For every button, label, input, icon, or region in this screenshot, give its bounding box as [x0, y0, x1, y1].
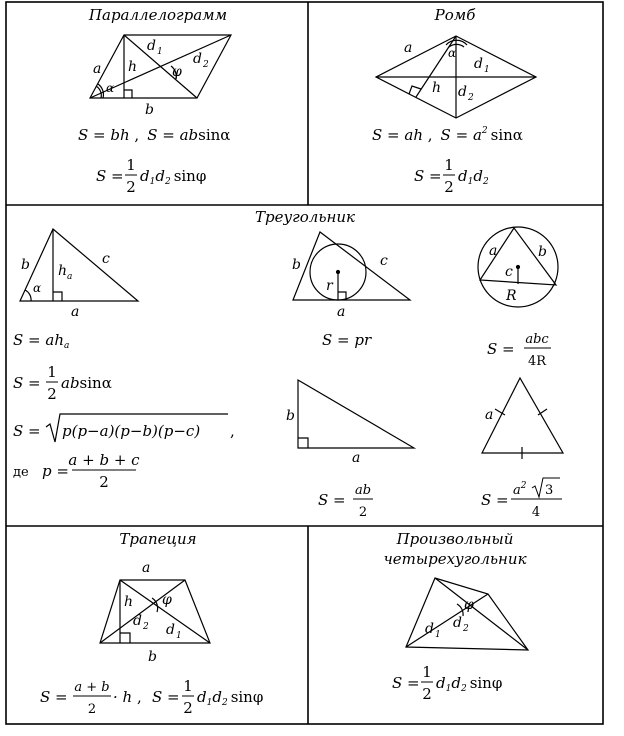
right-triangle-figure: [298, 380, 414, 448]
formula-trapezoid-S2: S =: [152, 688, 180, 706]
title-quadrilateral-line2: четырехугольник: [383, 550, 527, 568]
formula-rhombus-1: S = ah , $S = a^2$ sinα: [372, 126, 523, 144]
title-parallelogram: Параллелограмм: [88, 6, 228, 24]
label-d1-sub: 1: [176, 631, 182, 641]
title-triangle: Треугольник: [254, 208, 356, 226]
label-angle-alpha: α: [448, 46, 457, 60]
formula-heron-S: S =: [13, 422, 41, 440]
quadrilateral-figure: [406, 578, 528, 650]
formula-equilateral-S: S =: [481, 491, 509, 509]
label-d1-sub: 1: [484, 65, 490, 75]
label-side-b: b: [292, 257, 301, 273]
label-side-b: b: [21, 257, 30, 273]
formula-parallelogram-1: S = bh , S = absinα: [78, 126, 231, 144]
formula-where: де: [13, 465, 29, 480]
triangle-incircle-figure: [293, 232, 410, 300]
label-side-a: a: [404, 40, 413, 56]
label-d2: d: [458, 84, 467, 100]
label-d1: d: [474, 56, 483, 72]
formula-equilateral-num: $a^2$: [513, 481, 527, 498]
label-height-h: h: [432, 80, 442, 96]
trapezoid-figure: [100, 580, 210, 643]
label-d2: d: [193, 51, 202, 67]
label-side-b: b: [148, 649, 157, 665]
formula-rhombus-2-S: S =: [414, 167, 442, 185]
fraction-den: 2: [358, 505, 368, 520]
formula-triangle-pr: S = pr: [322, 331, 372, 349]
label-d1-sub: 1: [435, 630, 441, 640]
table-frame: [6, 2, 603, 724]
label-radius-R: R: [506, 288, 517, 304]
label-d1: d: [425, 621, 434, 637]
triangle-circumcircle-figure: [478, 227, 558, 307]
label-angle-phi: φ: [172, 64, 182, 80]
label-d2-sub: 2: [468, 93, 474, 103]
fraction-num: 1: [126, 156, 136, 174]
fraction-num: 1: [47, 363, 57, 381]
label-d1: d: [166, 622, 175, 638]
label-d2-sub: 2: [463, 624, 469, 634]
label-angle-alpha: α: [106, 81, 115, 95]
label-angle-phi: φ: [162, 592, 172, 608]
label-radius-r: r: [326, 278, 333, 294]
equilateral-triangle-figure: [482, 378, 563, 459]
fraction-num-abc: abc: [525, 332, 549, 347]
label-d2: d: [133, 613, 142, 629]
fraction-num: 1: [422, 663, 432, 681]
formula-quad-S: S =: [392, 674, 420, 692]
label-side-c: c: [505, 264, 513, 280]
formula-p-eq: p =: [42, 462, 69, 480]
fraction-den: 2: [99, 473, 109, 491]
label-side-a: a: [352, 450, 361, 466]
label-side-b: b: [286, 408, 295, 424]
formula-heron-radicand: p(p−a)(p−b)(p−c): [62, 422, 201, 440]
label-side-c: c: [380, 253, 388, 269]
formula-trapezoid-S: S =: [40, 688, 68, 706]
fraction-den: 2: [87, 702, 97, 717]
fraction-den: 2: [183, 699, 193, 717]
title-trapezoid: Трапеция: [119, 530, 197, 548]
label-side-b: b: [538, 244, 547, 260]
label-side-a: a: [71, 304, 80, 320]
fraction-num-abc: a + b + c: [68, 451, 140, 469]
formula-rhombus-2-rest: d1d2: [458, 167, 489, 187]
formula-triangle-absin-rest: absinα: [61, 374, 112, 392]
title-quadrilateral-line1: Произвольный: [396, 530, 514, 548]
fraction-num-ab: a + b: [74, 680, 110, 695]
label-height-sub: a: [67, 272, 73, 282]
fraction-den-4R: 4R: [527, 354, 547, 369]
formula-triangle-absin-S: S =: [13, 374, 41, 392]
label-angle-phi: φ: [464, 597, 474, 613]
label-d2-sub: 2: [143, 622, 149, 632]
label-side-b: b: [145, 102, 154, 118]
label-d1-sub: 1: [157, 47, 163, 57]
label-side-a: a: [142, 560, 151, 576]
fraction-den: 2: [444, 178, 454, 196]
formula-parallelogram-2-rest: d1d2 sinφ: [140, 167, 207, 187]
label-side-a: a: [485, 407, 494, 423]
label-side-a: a: [93, 61, 102, 77]
title-rhombus: Ромб: [434, 6, 476, 24]
fraction-den: 2: [47, 385, 57, 403]
formula-quad-rest: d1d2 sinφ: [436, 674, 503, 694]
fraction-num-ab: ab: [354, 483, 372, 498]
label-height-h: h: [58, 263, 68, 279]
fraction-num: 1: [444, 156, 454, 174]
formula-trapezoid-h: · h ,: [113, 688, 142, 706]
label-angle-alpha: α: [33, 281, 42, 295]
label-height-h: h: [128, 59, 138, 75]
formula-heron-comma: ,: [230, 422, 235, 440]
formula-trapezoid-rest: d1d2 sinφ: [197, 688, 264, 708]
fraction-den-4: 4: [531, 505, 541, 520]
label-side-a: a: [337, 304, 346, 320]
formula-parallelogram-2-S: S =: [96, 167, 124, 185]
label-side-c: c: [102, 251, 110, 267]
label-d2-sub: 2: [203, 60, 209, 70]
label-d2: d: [453, 615, 462, 631]
fraction-den: 2: [422, 685, 432, 703]
label-d1: d: [147, 38, 156, 54]
formula-equilateral-sqrt3: 3: [545, 483, 554, 498]
formula-triangle-ah: S = aha: [13, 331, 70, 351]
label-height-h: h: [124, 594, 134, 610]
fraction-den: 2: [126, 178, 136, 196]
fraction-num: 1: [183, 677, 193, 695]
label-side-a: a: [489, 243, 498, 259]
formula-triangle-R-S: S =: [487, 340, 515, 358]
formula-right-S: S =: [318, 491, 346, 509]
